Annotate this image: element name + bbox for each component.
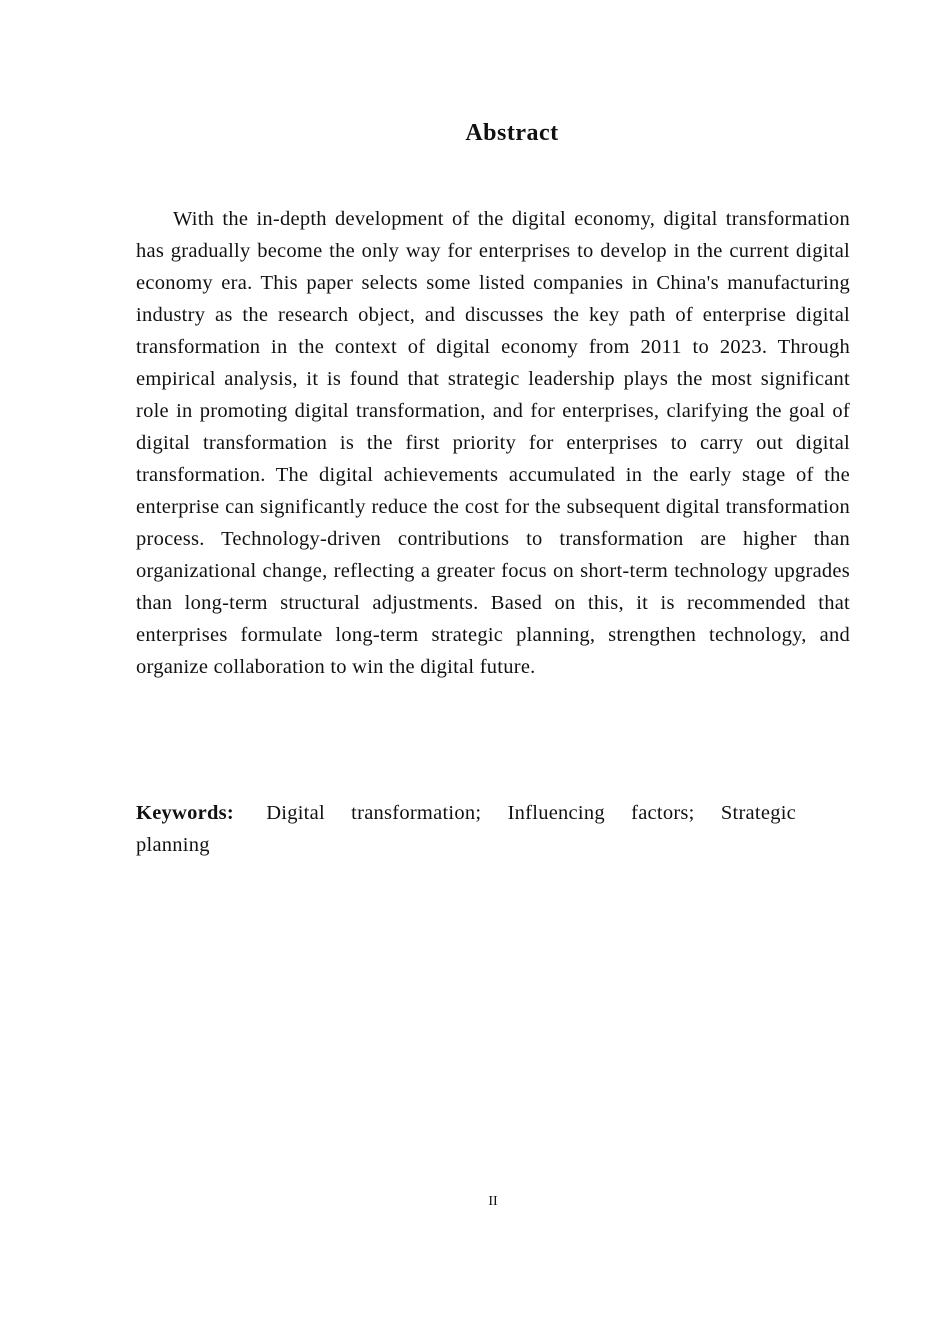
page-number: II (488, 1194, 498, 1209)
abstract-body: With the in-depth development of the digital economy, digital transformation has gradually become the only way for enterprises to develop in the current digital economy era. This paper selects some listed companies in China's manufacturing industry as the research object, and discusses the key path of enterprise digital transformation in the context of digital economy from 2011 to 2023. Through empirical analysis, it is found that strategic leadership plays the most significant role in promoting digital transformation, and for enterprises, clarifying the goal of digital transformation is the first priority for enterprises to carry out digital transformation. The digital achievements accumulated in the early stage of the enterprise can significantly reduce the cost for the subsequent digital transformation process. Technology-driven contributions to transformation are higher than organizational change, reflecting a greater focus on short-term technology upgrades than long-term structural adjustments. Based on this, it is recommended that enterprises formulate long-term strategic planning, strengthen technology, and organize collaboration to win the digital future. (136, 208, 850, 678)
keywords-label: Keywords: (136, 802, 234, 824)
keywords-list: Digital transformation; Influencing factors; Strategic planning (136, 802, 796, 856)
abstract-title: Abstract (465, 120, 559, 146)
keywords-line (136, 797, 796, 861)
